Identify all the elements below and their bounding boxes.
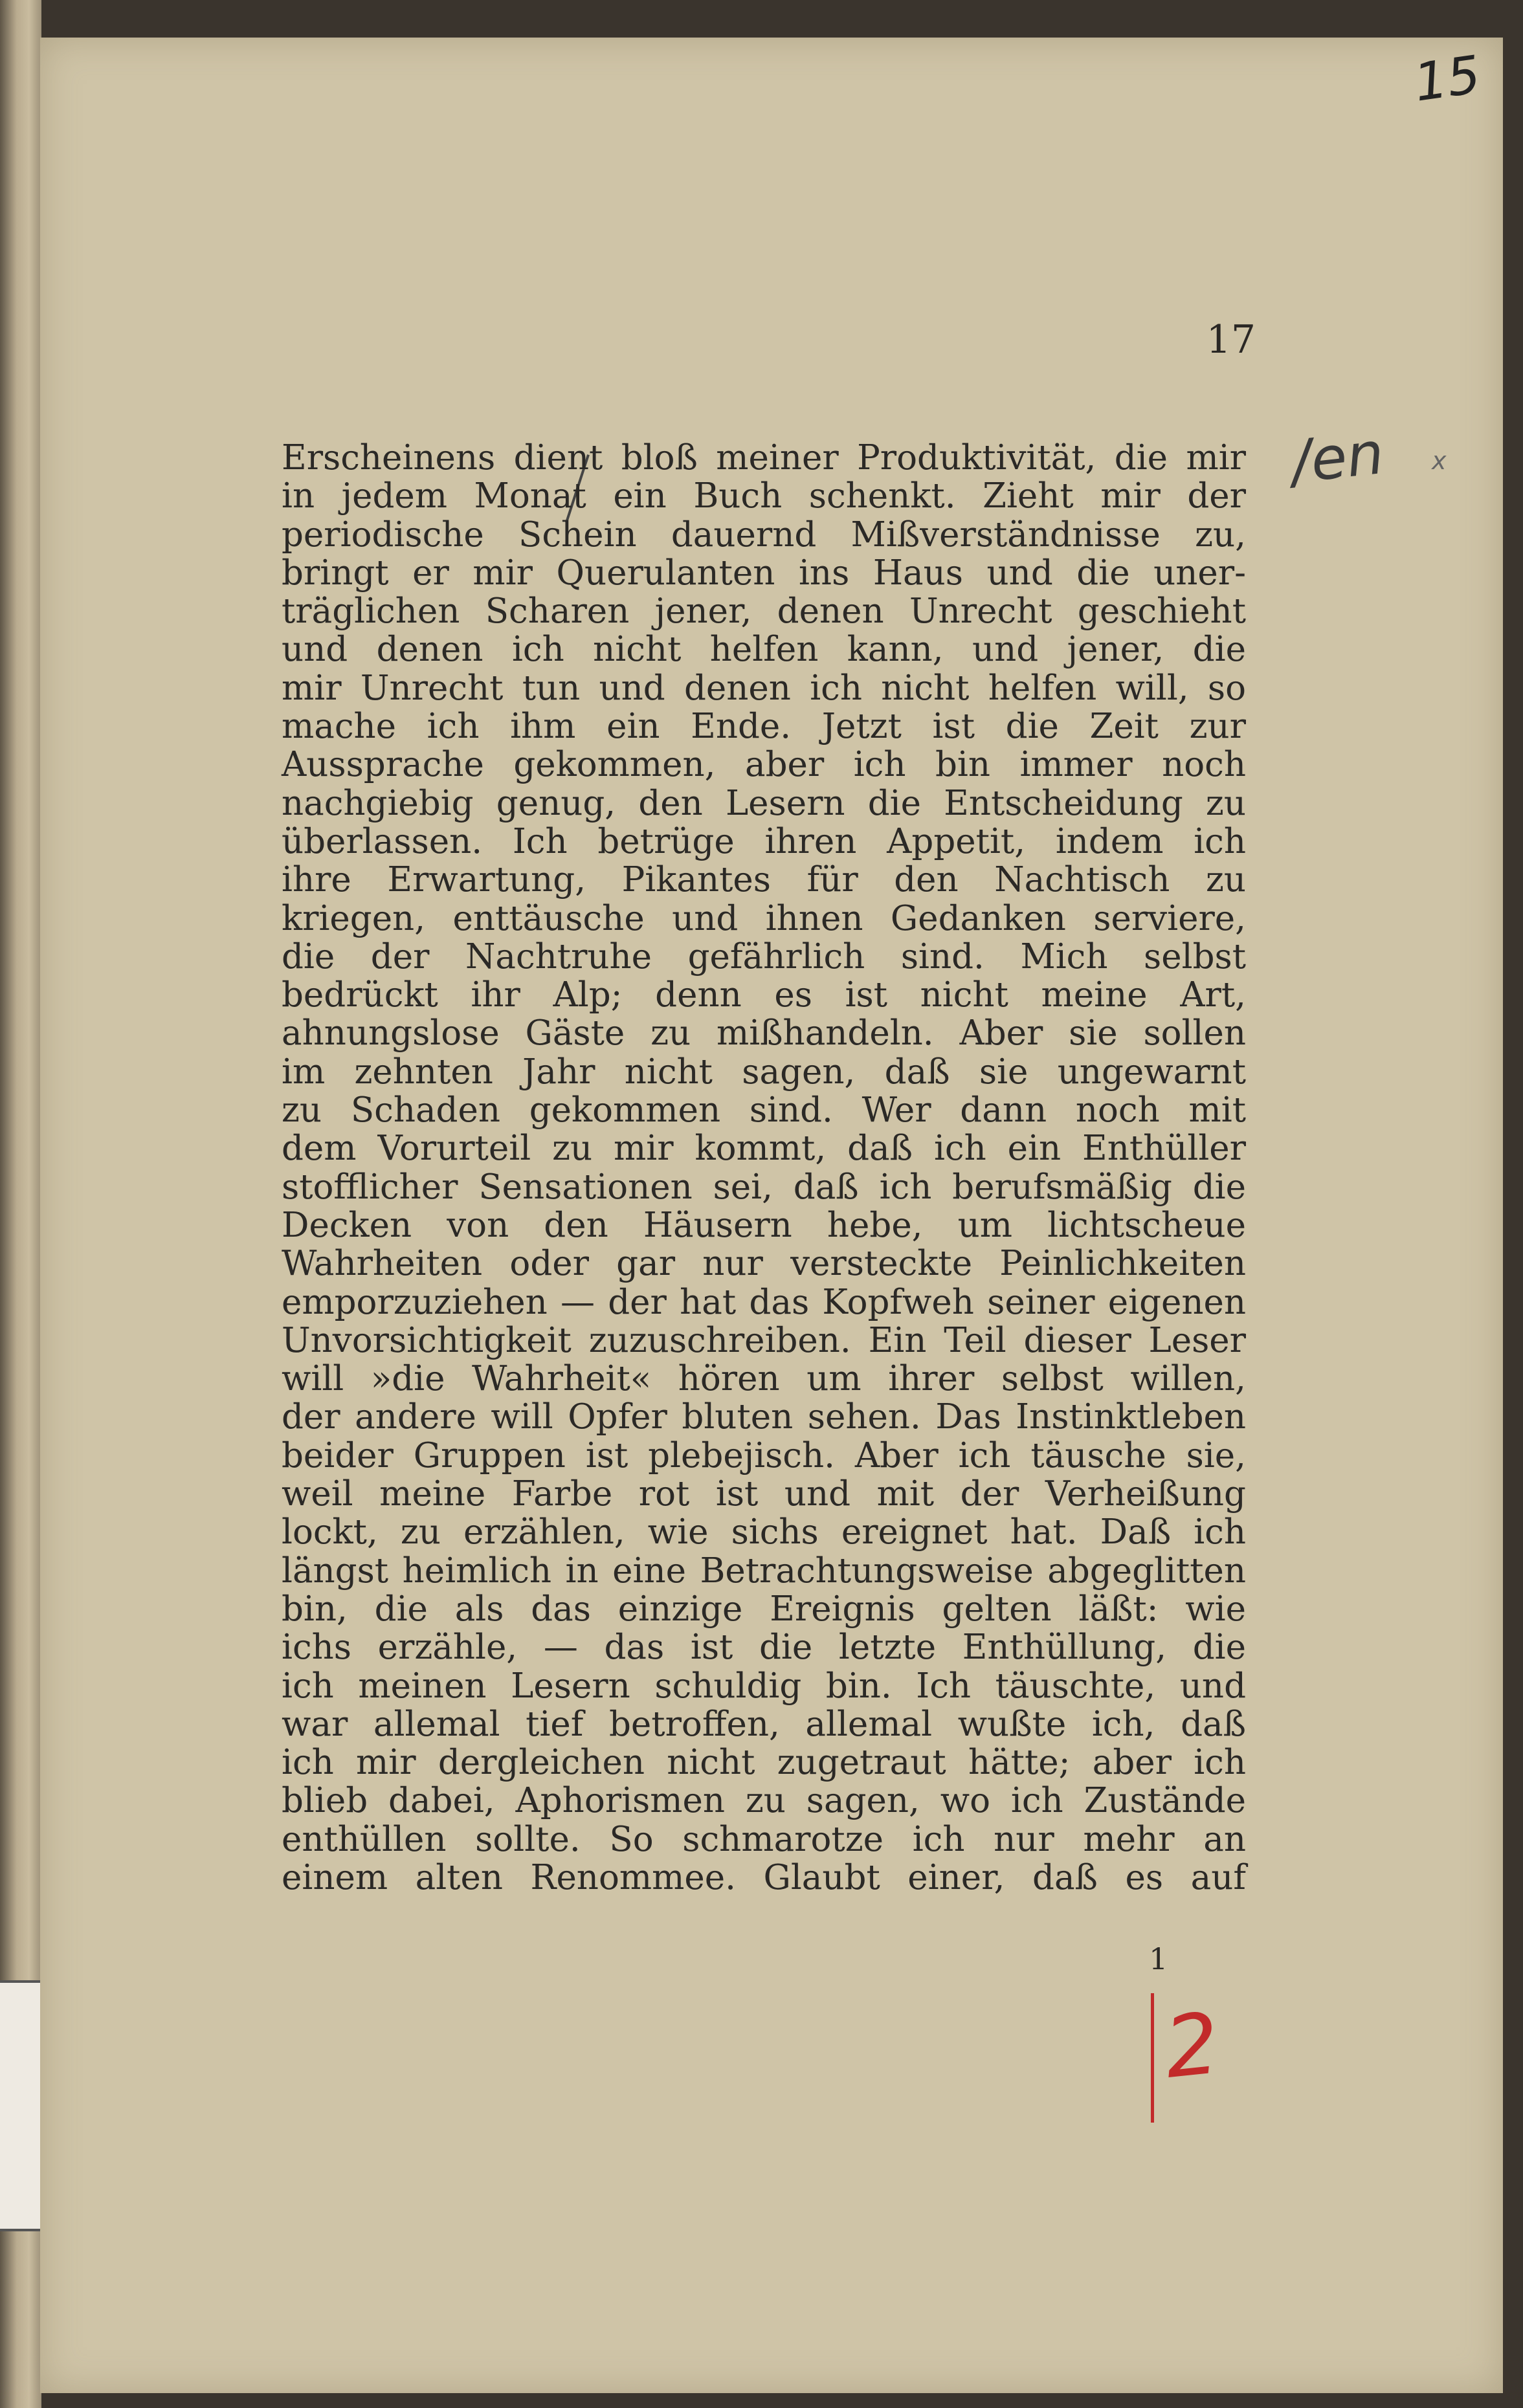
text-line: mir Unrecht tun und denen ich nicht helfen will, so xyxy=(282,668,1246,708)
handwritten-folio-number: 15 xyxy=(1410,44,1484,113)
text-line: mache ich ihm ein Ende. Jetzt ist die Zeit zur xyxy=(282,707,1246,747)
text-line: ich meinen Lesern schuldig bin. Ich täuschte, und xyxy=(282,1666,1246,1706)
text-line: bedrückt ihr Alp; denn es ist nicht meine Art, xyxy=(282,975,1246,1015)
handwritten-margin-x: x xyxy=(1432,447,1447,475)
text-line: dem Vorurteil zu mir kommt, daß ich ein Enthüller xyxy=(282,1129,1246,1169)
text-line: blieb dabei, Aphorismen zu sagen, wo ich Zustände xyxy=(282,1781,1246,1821)
text-line: Erscheinens dient bloß meiner Produktivität, die mir xyxy=(282,438,1246,478)
text-line: überlassen. Ich betrüge ihren Appetit, indem ich xyxy=(282,821,1246,861)
text-line: emporzuziehen — der hat das Kopfweh seiner eigenen xyxy=(282,1282,1246,1322)
text-line: ich mir dergleichen nicht zugetraut hätte; aber ich xyxy=(282,1743,1246,1783)
text-line: längst heimlich in eine Betrachtungsweise abgeglitten xyxy=(282,1551,1246,1591)
page-number: 17 xyxy=(1206,317,1256,362)
text-line: in jedem Monat ein Buch schenkt. Zieht mir der xyxy=(282,476,1246,516)
text-line: der andere will Opfer bluten sehen. Das Instinktleben xyxy=(282,1397,1246,1437)
signature-mark: 1 xyxy=(1149,1941,1168,1976)
text-line: bin, die als das einzige Ereignis gelten läßt: wie xyxy=(282,1589,1246,1629)
text-line: die der Nachtruhe gefährlich sind. Mich selbst xyxy=(282,936,1246,977)
text-line: im zehnten Jahr nicht sagen, daß sie ungewarnt xyxy=(282,1052,1246,1092)
text-line: ichs erzähle, — das ist die letzte Enthüllung, die xyxy=(282,1628,1246,1668)
text-line: kriegen, enttäusche und ihnen Gedanken serviere, xyxy=(282,898,1246,938)
text-line: ihre Erwartung, Pikantes für den Nachtisch zu xyxy=(282,860,1246,900)
red-pencil-number: 2 xyxy=(1160,1994,1224,2097)
text-line: beider Gruppen ist plebejisch. Aber ich täusche sie, xyxy=(282,1435,1246,1475)
spine-label-tab xyxy=(0,1980,45,2231)
text-line: einem alten Renommee. Glaubt einer, daß es auf xyxy=(282,1857,1246,1897)
text-line: ahnungslose Gäste zu mißhandeln. Aber sie sollen xyxy=(282,1013,1246,1054)
text-line: Wahrheiten oder gar nur versteckte Peinlichkeiten xyxy=(282,1244,1246,1284)
text-line: Aussprache gekommen, aber ich bin immer noch xyxy=(282,745,1246,785)
text-line: nachgiebig genug, den Lesern die Entscheidung zu xyxy=(282,783,1246,823)
text-line: Decken von den Häusern hebe, um lichtscheue xyxy=(282,1205,1246,1245)
text-line: lockt, zu erzählen, wie sichs ereignet hat. Daß ich xyxy=(282,1512,1246,1552)
text-line: will »die Wahrheit« hören um ihrer selbst willen, xyxy=(282,1359,1246,1399)
text-line: periodische Schein dauernd Mißverständnisse zu, xyxy=(282,514,1246,555)
text-line: war allemal tief betroffen, allemal wußte ich, daß xyxy=(282,1704,1246,1744)
text-line: enthüllen sollte. So schmarotze ich nur mehr an xyxy=(282,1819,1246,1859)
text-line: träglichen Scharen jener, denen Unrecht geschieht xyxy=(282,591,1246,632)
handwritten-margin-note: /en xyxy=(1287,419,1387,497)
text-line: zu Schaden gekommen sind. Wer dann noch mit xyxy=(282,1090,1246,1131)
text-line: Unvorsichtigkeit zuzuschreiben. Ein Teil dieser Leser xyxy=(282,1320,1246,1360)
text-line: und denen ich nicht helfen kann, und jener, die xyxy=(282,630,1246,670)
text-line: stofflicher Sensationen sei, daß ich berufsmäßig die xyxy=(282,1167,1246,1207)
body-text xyxy=(282,439,1246,1897)
text-line: weil meine Farbe rot ist und mit der Verheißung xyxy=(282,1474,1246,1514)
text-line: bringt er mir Querulanten ins Haus und die uner- xyxy=(282,553,1246,593)
red-pencil-bar xyxy=(1151,1993,1154,2123)
